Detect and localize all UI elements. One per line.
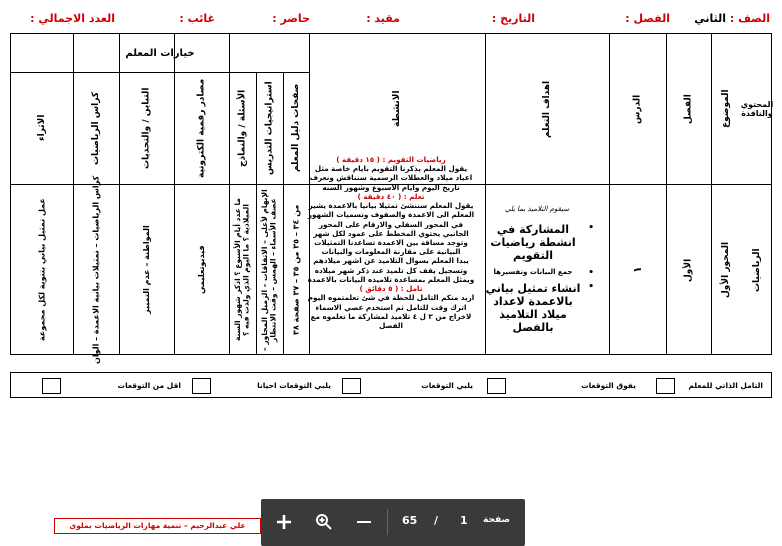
enrichment-cell: عمل تمثيل بياني بتنوية لكل مجموعة: [37, 198, 47, 342]
digital-resources-cell: فيديوتعليمي: [197, 245, 206, 295]
objectives-intro: سيقوم التلاميذ بما يلي: [504, 205, 570, 213]
content-cell: الرياضيات: [752, 248, 762, 292]
page-separator: /: [434, 514, 439, 527]
objectives-header: اهداف التعلم: [542, 80, 552, 138]
activities-cell: [307, 155, 475, 330]
questions-header: الأسئلة / والنماذج: [237, 89, 248, 167]
sometimes-checkbox[interactable]: [342, 378, 361, 394]
zoom-fit-button[interactable]: [311, 508, 337, 536]
absent-label: غائب :: [179, 12, 215, 25]
teacher-options-header: خيارات المعلم: [125, 47, 195, 59]
viewer-toolbar: [261, 499, 525, 546]
guide-pages-header: صفحات دليل المعلم: [291, 83, 301, 173]
strategies-header: استراتيجيات التدريس: [264, 81, 275, 175]
topic-cell: المحور الأول: [721, 241, 731, 299]
objective-item: • انشاء تمثيل بياني بالاعمدة لاعداد ميلاد التلاميذ بالفصل: [480, 282, 594, 334]
differences-header: التباين / والتحديات: [141, 87, 152, 169]
sometimes-checkbox-2[interactable]: [192, 378, 211, 394]
date-label: التاريخ :: [491, 12, 535, 25]
differences-cell: المواطنة – عدم التمييز: [142, 225, 151, 315]
sometimes-label: يلبي التوقعات احيانا: [257, 381, 331, 390]
objectives-cell: [480, 205, 594, 340]
total-pages: 65: [402, 514, 418, 527]
lesson-cell: ١: [631, 266, 644, 274]
semester-header: الفصل: [683, 94, 694, 124]
questions-cell: ما عدد أيام الأسبوع ؟ اذكر شهور السنة الميلادية ؟ ما اليوم الذي ولدت فيه ؟: [232, 198, 251, 342]
author-credit: علي عبدالرحيم – تنمية مهارات الرياضيات بملوى: [54, 518, 261, 534]
current-page-input[interactable]: 1: [460, 514, 468, 527]
below-label: اقل من التوقعات: [117, 381, 181, 390]
semester-cell: الأول: [683, 258, 694, 282]
activities-header: الانشطة: [392, 90, 402, 128]
guide-pages-cell: من ٣٤ – ٣٥ من ٣٥ – ٣٧ صفحة ٣٨: [291, 204, 301, 336]
topic-header: الموضوع: [721, 89, 731, 129]
meets-label: يلبي التوقعات: [421, 381, 473, 390]
exceeds-checkbox[interactable]: [656, 378, 675, 394]
math-notebook-header: كراس الرياضيات: [91, 91, 101, 165]
calendar-section-text: يقول المعلم يذكرنا التقويم بايام خاصة مثل اعياد ميلاد والعطلات الرسمية سنناقش ونعرف تاريخ اليوم وايام الاسبوع وشهور السنه: [309, 164, 473, 192]
minus-icon: [356, 514, 372, 530]
objective-item: • المشاركة في انشطة رياضيات التقويم: [480, 223, 594, 262]
objective-item: • جمع البيانات وتفسيرها: [480, 268, 594, 276]
page-label: صفحة: [483, 515, 511, 525]
enrolled-label: مقيد :: [366, 12, 400, 25]
present-label: حاضر :: [272, 12, 310, 25]
semester-label: الفصل :: [625, 12, 670, 25]
calendar-section-title: رياضيات التقويم : ( ١٥ دقيقة ): [336, 155, 446, 164]
lesson-header: الدرس: [632, 94, 643, 124]
below-checkbox[interactable]: [42, 378, 61, 394]
learn-section-text: يقول المعلم سننشئ تمثيلا بيانيا بالاعمدة يشير المعلم الى الاعمدة والصفوف وتسميات الشهور في المحور السفلي والارقام على المحور الجانبي يحتوي المخطط على عمود لكل شهر وتوجد مسافة بين الاعمدة تساعدنا التمثيلات البيانية على مقارنة المعلومات والبيانات: [307, 201, 475, 257]
teacher-self-reflection-strip: [10, 372, 772, 398]
learn-section-text-2: يبدا المعلم بسوال التلاميذ عن اشهر ميلادهم وتسجيل يقف كل تلميذ عند ذكر شهر ميلاده ويمثل المعلم بمساعدة تلاميذه البيانات بالاعمدة: [307, 256, 475, 284]
zoom-in-button[interactable]: [271, 508, 297, 536]
enrichment-header: الاثراء: [37, 114, 47, 142]
class-field: الصف : الثاني: [694, 12, 770, 25]
learn-section-title: تعلم : ( ٤٠ دقيقة ): [357, 191, 425, 201]
plan-header: [10, 10, 770, 30]
zoom-out-button[interactable]: [351, 508, 377, 536]
self-reflection-label: التامل الذاتي للمعلم: [688, 381, 763, 390]
meets-checkbox[interactable]: [487, 378, 506, 394]
content-header: المحتوي والنافذة: [740, 100, 774, 118]
plus-icon: [276, 514, 292, 530]
strategies-cell: الإبهام لأعلى – الاتفاقات – الزميل المجاور – عصف الأسماء – الهمس – وقت الانتظار: [259, 189, 278, 351]
exceeds-label: يفوق التوقعات: [581, 381, 636, 390]
reflect-section-title: تامل : ( ٥ دقائق ): [359, 284, 423, 294]
math-notebook-cell: كراس الرياضيات – تمثيلات بيانية الاعمدة – الوان: [91, 175, 101, 365]
magnifier-icon: [315, 513, 333, 531]
digital-resources-header: مصادر رقمية الكترونية: [196, 78, 207, 178]
total-label: العدد الاجمالي :: [30, 12, 115, 25]
reflect-section-text: اريد منكم التامل للحظة في شئ تعلمتموه اليوم اترك وقت للتامل ثم استخدم عصي الاسماء لاخراج من ٣ ل ٤ تلاميذ لمشاركة ما تعلموه مع الفصل: [307, 293, 475, 330]
